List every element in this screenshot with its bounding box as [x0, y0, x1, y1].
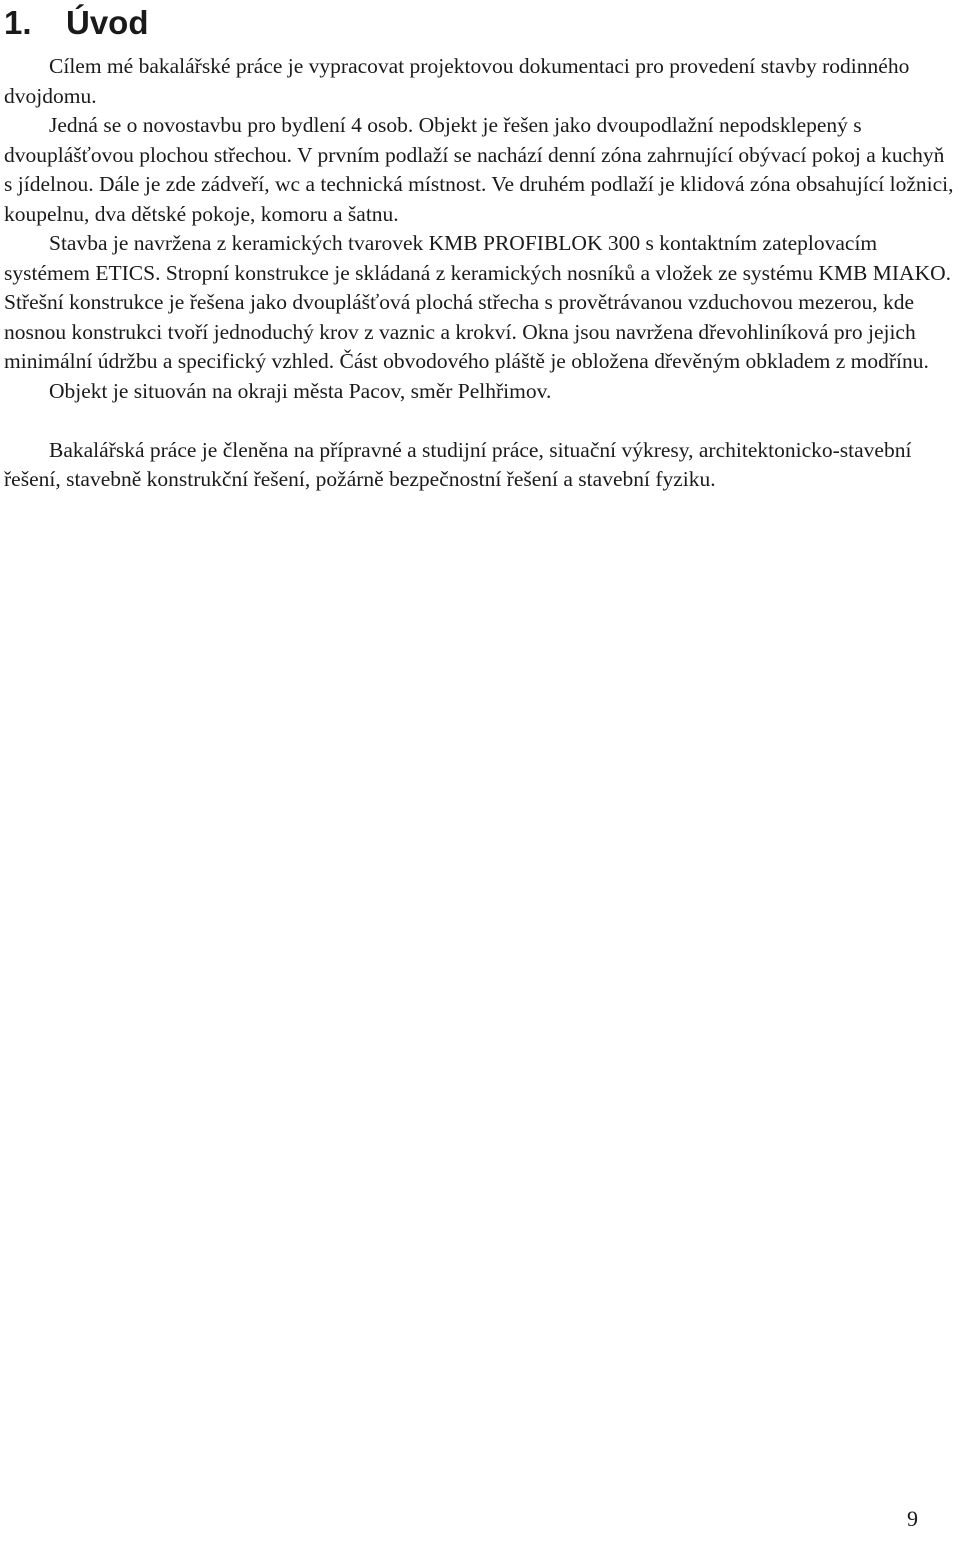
- paragraph-construction: Stavba je navržena z keramických tvarovek KMB PROFIBLOK 300 s kontaktním zateplovacím systémem ETICS. Stropní konstrukce je skládaná z keramických nosníků a vložek ze systému KMB MIAKO. Střešní konstrukce je řešena jako dvouplášťová plochá střecha s provětrávanou vzduchovou mezerou, kde nosnou konstrukci tvoří jednoduchý krov z vaznic a krokví. Okna jsou navržena dřevohliníková pro jejich minimální údržbu a specifický vzhled. Část obvodového pláště je obložena dřevěným obkladem z modřínu.: [4, 231, 952, 373]
- document-body: [4, 52, 956, 495]
- paragraph-aim: Cílem mé bakalářské práce je vypracovat projektovou dokumentaci pro provedení stavby rodinného dvojdomu.: [4, 54, 910, 108]
- paragraph-location: Objekt je situován na okraji města Pacov, směr Pelhřimov.: [49, 378, 552, 403]
- section-number: 1.: [4, 4, 32, 41]
- page-number: 9: [907, 1506, 918, 1531]
- paragraph-layout: Jedná se o novostavbu pro bydlení 4 osob. Objekt je řešen jako dvoupodlažní nepodsklepený s dvouplášťovou plochou střechou. V prvním podlaží se nachází denní zóna zahrnující obývací pokoj a kuchyň s jídelnou. Dále je zde zádveří, wc a technická místnost. Ve druhém podlaží je klidová zóna obsahující ložnici, koupelnu, dva dětské pokoje, komoru a šatnu.: [4, 113, 954, 226]
- section-heading: [4, 0, 149, 46]
- section-title: Úvod: [66, 4, 149, 41]
- paragraph-structure: Bakalářská práce je členěna na přípravné a studijní práce, situační výkresy, architektonicko-stavební řešení, stavebně konstrukční řešení, požárně bezpečnostní řešení a stavební fyziku.: [4, 437, 912, 491]
